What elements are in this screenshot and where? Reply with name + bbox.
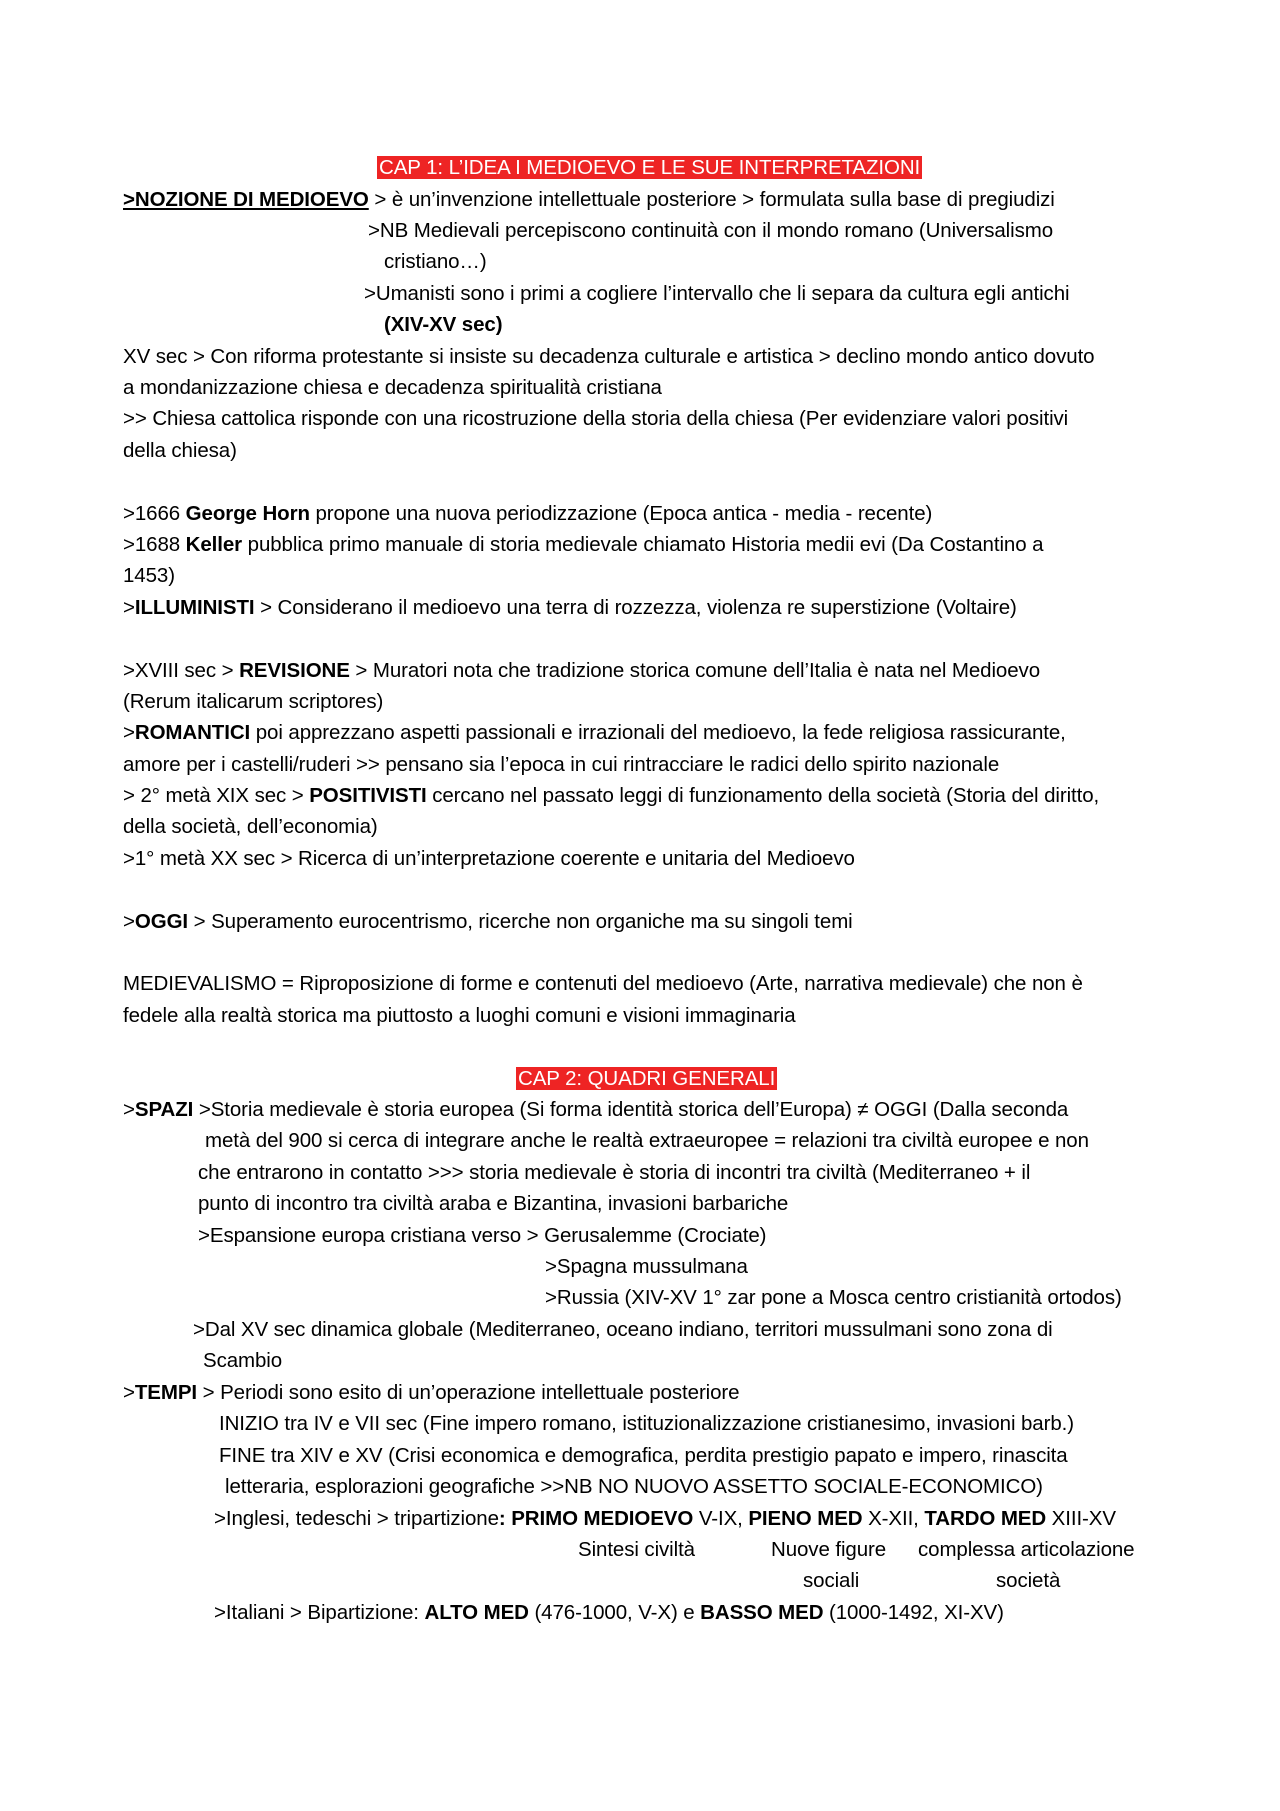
chapter-2-title-text: CAP 2: QUADRI GENERALI (518, 1067, 776, 1090)
bipartizione-prefix: >Italiani > Bipartizione: (214, 1601, 425, 1624)
revisione-text: > Muratori nota che tradizione storica comune dell’Italia è nata nel Medioevo (349, 659, 1040, 682)
espansione-line-3: >Russia (XIV-XV 1° zar pone a Mosca centro cristianità ortodos) (545, 1286, 1122, 1309)
alto-med-range: (476-1000, V-X) e (528, 1601, 701, 1624)
keller-name: Keller (185, 533, 243, 556)
tardo-med-range: XIII-XV (1046, 1507, 1116, 1530)
revisione-prefix: >XVIII sec > (123, 659, 240, 682)
primo-medioevo-range: V-IX, (693, 1507, 749, 1530)
medievalismo-line-1: MEDIEVALISMO = Riproposizione di forme e contenuti del medioevo (Arte, narrativa medievale) che non è (123, 972, 1083, 995)
spazi-line-2: metà del 900 si cerca di integrare anche le realtà extraeuropee = relazioni tra civiltà europee e non (205, 1129, 1089, 1152)
primo-medioevo-note: Sintesi civiltà (578, 1538, 695, 1561)
fine-line-1: FINE tra XIV e XV (Crisi economica e demografica, perdita prestigio papato e impero, rinascita (219, 1444, 1068, 1467)
horn-year: >1666 (123, 502, 186, 525)
positivisti-label: POSITIVISTI (309, 784, 427, 807)
romantici-line-1 (123, 721, 1066, 745)
xv-line-1: XV sec > Con riforma protestante si insiste su decadenza culturale e artistica > declino mondo antico dovuto (123, 345, 1095, 368)
spazi-line-1 (123, 1098, 1068, 1122)
revisione-label: REVISIONE (239, 659, 350, 682)
keller-text: pubblica primo manuale di storia medievale chiamato Historia medii evi (Da Costantino a (242, 533, 1044, 556)
nb-line-2: cristiano…) (384, 250, 487, 273)
oggi-line (123, 910, 853, 934)
pieno-med-note-1: Nuove figure (771, 1538, 887, 1561)
dal-xv-line-2: Scambio (203, 1349, 283, 1372)
primo-medioevo-label: PRIMO MEDIOEVO (511, 1507, 694, 1530)
nb-line-1: >NB Medievali percepiscono continuità con il mondo romano (Universalismo (368, 219, 1054, 242)
tempi-line (123, 1381, 739, 1405)
tempi-label: TEMPI (134, 1381, 198, 1404)
romantici-marker: > (123, 721, 135, 744)
chapter-1-title (377, 156, 922, 180)
oggi-text: > Superamento eurocentrismo, ricerche non organiche ma su singoli temi (188, 910, 853, 933)
spazi-line-3: che entrarono in contatto >>> storia medievale è storia di incontri tra civiltà (Mediterraneo + il (198, 1161, 1031, 1184)
tempi-marker: > (123, 1381, 135, 1404)
tempi-text: > Periodi sono esito di un’operazione intellettuale posteriore (197, 1381, 740, 1404)
basso-med-label: BASSO MED (700, 1601, 824, 1624)
umanisti-century: (XIV-XV sec) (384, 313, 503, 336)
oggi-marker: > (123, 910, 135, 933)
chapter-1-title-text: CAP 1: L’IDEA I MEDIOEVO E LE SUE INTERPRETAZIONI (379, 156, 921, 179)
chiesa-line-1: >> Chiesa cattolica risponde con una ricostruzione della storia della chiesa (Per evidenziare valori positivi (123, 407, 1069, 430)
chiesa-line-2: della chiesa) (123, 439, 237, 462)
pieno-med-range: X-XII, (862, 1507, 925, 1530)
positivisti-line-2: della società, dell’economia) (123, 815, 378, 838)
revisione-line-1 (123, 659, 1040, 683)
tardo-med-note-1: complessa articolazione (918, 1538, 1135, 1561)
romantici-line-2: amore per i castelli/ruderi >> pensano sia l’epoca in cui rintracciare le radici dello spirito nazionale (123, 753, 1000, 776)
revisione-line-2: (Rerum italicarum scriptores) (123, 690, 384, 713)
xv-line-2: a mondanizzazione chiesa e decadenza spiritualità cristiana (123, 376, 662, 399)
alto-med-label: ALTO MED (424, 1601, 529, 1624)
keller-line-2: 1453) (123, 564, 175, 587)
keller-year: >1688 (123, 533, 186, 556)
horn-name: George Horn (185, 502, 310, 525)
illuministi-text: > Considerano il medioevo una terra di rozzezza, violenza re superstizione (Voltaire) (254, 596, 1017, 619)
positivisti-line-1 (123, 784, 1099, 808)
nozione-text: > è un’invenzione intellettuale posteriore > formulata sulla base di pregiudizi (368, 188, 1055, 211)
horn-line (123, 502, 932, 526)
umanisti-line-1: >Umanisti sono i primi a cogliere l’intervallo che li separa da cultura egli antichi (364, 282, 1070, 305)
tripartizione-line (214, 1507, 1116, 1531)
espansione-line-1: >Espansione europa cristiana verso > Gerusalemme (Crociate) (198, 1224, 767, 1247)
illuministi-marker: > (123, 596, 135, 619)
bipartizione-line (214, 1601, 1004, 1625)
positivisti-prefix: > 2° metà XIX sec > (123, 784, 310, 807)
pieno-med-note-2: sociali (803, 1569, 860, 1592)
basso-med-range: (1000-1492, XI-XV) (823, 1601, 1004, 1624)
umanisti-line-2 (384, 313, 502, 337)
spazi-marker: > (123, 1098, 135, 1121)
spazi-text: >Storia medievale è storia europea (Si forma identità storica dell’Europa) ≠ OGGI (Dalla seconda (193, 1098, 1069, 1121)
xx-sec-line: >1° metà XX sec > Ricerca di un’interpretazione coerente e unitaria del Medioevo (123, 847, 855, 870)
tardo-med-note-2: società (996, 1569, 1061, 1592)
romantici-text: poi apprezzano aspetti passionali e irrazionali del medioevo, la fede religiosa rassicurante, (250, 721, 1066, 744)
positivisti-text: cercano nel passato leggi di funzionamento della società (Storia del diritto, (426, 784, 1100, 807)
fine-line-2: letteraria, esplorazioni geografiche >>NB NO NUOVO ASSETTO SOCIALE-ECONOMICO) (225, 1475, 1043, 1498)
nozione-line (123, 188, 1055, 212)
inizio-line: INIZIO tra IV e VII sec (Fine impero romano, istituzionalizzazione cristianesimo, invasioni barb.) (219, 1412, 1074, 1435)
illuministi-line (123, 596, 1017, 620)
keller-line-1 (123, 533, 1043, 557)
nozione-label: >NOZIONE DI MEDIOEVO (123, 188, 369, 211)
medievalismo-line-2: fedele alla realtà storica ma piuttosto a luoghi comuni e visioni immaginaria (123, 1004, 796, 1027)
illuministi-label: ILLUMINISTI (134, 596, 255, 619)
chapter-2-title (516, 1067, 777, 1091)
romantici-label: ROMANTICI (134, 721, 251, 744)
oggi-label: OGGI (134, 910, 189, 933)
tardo-med-label: TARDO MED (924, 1507, 1047, 1530)
pieno-med-label: PIENO MED (748, 1507, 863, 1530)
tripartizione-prefix: >Inglesi, tedeschi > tripartizione (214, 1507, 499, 1530)
espansione-line-2: >Spagna mussulmana (545, 1255, 748, 1278)
horn-text: propone una nuova periodizzazione (Epoca antica - media - recente) (309, 502, 933, 525)
dal-xv-line-1: >Dal XV sec dinamica globale (Mediterraneo, oceano indiano, territori mussulmani sono zona di (193, 1318, 1053, 1341)
spazi-label: SPAZI (134, 1098, 194, 1121)
tripartizione-colon: : (498, 1507, 512, 1530)
spazi-line-4: punto di incontro tra civiltà araba e Bizantina, invasioni barbariche (198, 1192, 789, 1215)
